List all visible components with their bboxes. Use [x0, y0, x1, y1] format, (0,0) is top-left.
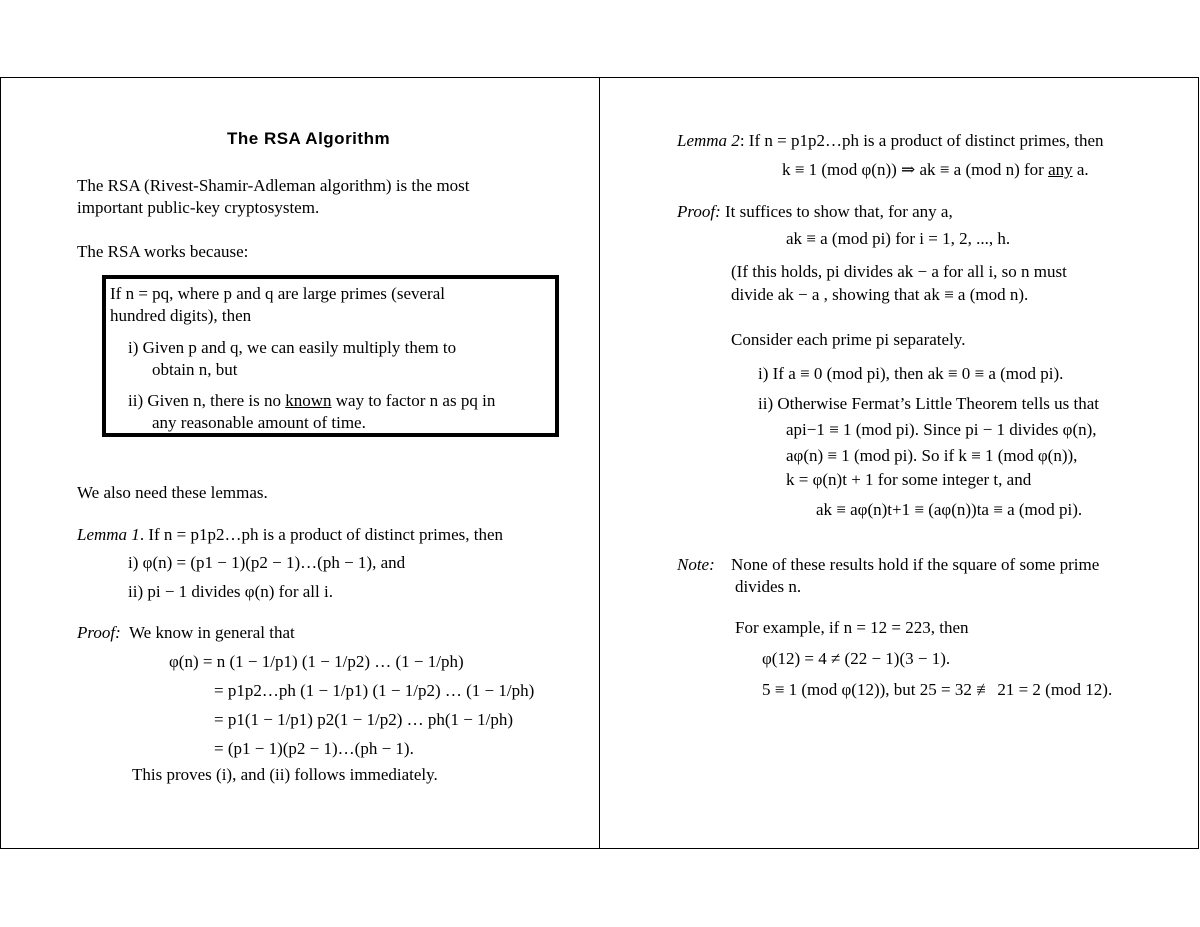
lemma-2-proof — [677, 202, 953, 222]
proof-end: This proves (i), and (ii) follows immediately. — [132, 765, 438, 784]
lemma-1-heading — [77, 525, 503, 545]
lemma-2-label: Lemma 2 — [677, 131, 740, 150]
column-divider — [599, 77, 600, 849]
proof-eq-2: = p1p2…ph (1 − 1/p1) (1 − 1/p2) … (1 − 1/ph) — [214, 681, 535, 700]
paren-line-2: divide ak − a , showing that ak ≡ a (mod n). — [731, 285, 1029, 304]
box-item-1-line-2: obtain n, but — [152, 360, 238, 379]
box-item-2-line-2: any reasonable amount of time. — [152, 413, 366, 432]
proof-eq-right: ak ≡ a (mod pi) for i = 1, 2, ..., h. — [786, 229, 1011, 248]
lemma-2-heading — [677, 131, 1104, 151]
proof-label-2: Proof: — [677, 202, 721, 221]
note-label — [677, 555, 715, 575]
case-i: i) If a ≡ 0 (mod pi), then ak ≡ 0 ≡ a (mod pi). — [758, 364, 1064, 383]
proof-eq-1: φ(n) = n (1 − 1/p1) (1 − 1/p2) … (1 − 1/ph) — [169, 652, 464, 671]
case-ii-line-3: k = φ(n)t + 1 for some integer t, and — [786, 470, 1032, 489]
page-title: The RSA Algorithm — [227, 129, 391, 148]
proof-text-2: It suffices to show that, for any a, — [720, 202, 953, 221]
lemma-2-eq-a: k ≡ 1 (mod φ(n)) ⇒ ak ≡ a (mod n) for — [782, 160, 1049, 179]
paren-line-1: (If this holds, pi divides ak − a for all i, so n must — [731, 262, 1067, 281]
intro-line-2: important public-key cryptosystem. — [77, 198, 320, 217]
box-item-2-line-1 — [128, 391, 495, 411]
note-line-2: divides n. — [735, 577, 802, 596]
proof-eq-4: = (p1 − 1)(p2 − 1)…(ph − 1). — [214, 739, 414, 758]
example-eq-1: φ(12) = 4 ≠ (22 − 1)(3 − 1). — [762, 649, 951, 668]
lemma-1-text: . If n = p1p2…ph is a product of distinct primes, then — [139, 525, 504, 544]
works-because: The RSA works because: — [77, 242, 249, 261]
lemmas-intro: We also need these lemmas. — [77, 483, 268, 502]
case-ii: ii) Otherwise Fermat’s Little Theorem tells us that — [758, 394, 1100, 413]
example-eq-2: 5 ≡ 1 (mod φ(12)), but 25 = 32 ≢ 21 = 2 (mod 12). — [762, 680, 1113, 699]
box-item-2-text-b: way to factor n as pq in — [331, 391, 496, 410]
proof-eq-3: = p1(1 − 1/p1) p2(1 − 1/p2) … ph(1 − 1/ph) — [214, 710, 513, 729]
note-label-text: Note: — [677, 555, 715, 574]
proof-intro-text: We know in general that — [128, 623, 295, 642]
case-ii-line-1: api−1 ≡ 1 (mod pi). Since pi − 1 divides φ(n), — [786, 420, 1097, 439]
lemma-1-label: Lemma 1 — [77, 525, 140, 544]
example-text: For example, if n = 12 = 223, then — [735, 618, 969, 637]
box-item-2-text-a: ii) Given n, there is no — [128, 391, 286, 410]
lemma-1-item-ii: ii) pi − 1 divides φ(n) for all i. — [128, 582, 333, 601]
consider-text: Consider each prime pi separately. — [731, 330, 966, 349]
lemma-1-proof-intro — [77, 623, 295, 643]
note-line-1: None of these results hold if the square of some prime — [731, 555, 1100, 574]
lemma-1-item-i: i) φ(n) = (p1 − 1)(p2 − 1)…(ph − 1), and — [128, 553, 406, 572]
box-item-1-line-1: i) Given p and q, we can easily multiply them to — [128, 338, 457, 357]
box-line-2: hundred digits), then — [110, 306, 252, 325]
lemma-2-text: : If n = p1p2…ph is a product of distinct primes, then — [739, 131, 1104, 150]
box-line-1: If n = pq, where p and q are large primes (several — [110, 284, 445, 303]
lemma-2-any: any — [1048, 160, 1073, 179]
case-ii-line-2: aφ(n) ≡ 1 (mod pi). So if k ≡ 1 (mod φ(n)), — [786, 446, 1078, 465]
proof-label: Proof: — [77, 623, 121, 642]
intro-line-1: The RSA (Rivest-Shamir-Adleman algorithm) is the most — [77, 176, 470, 195]
case-ii-line-4: ak ≡ aφ(n)t+1 ≡ (aφ(n))ta ≡ a (mod pi). — [816, 500, 1083, 519]
lemma-2-equation — [782, 160, 1089, 180]
lemma-2-eq-b: a. — [1072, 160, 1089, 179]
box-item-2-known: known — [285, 391, 332, 410]
